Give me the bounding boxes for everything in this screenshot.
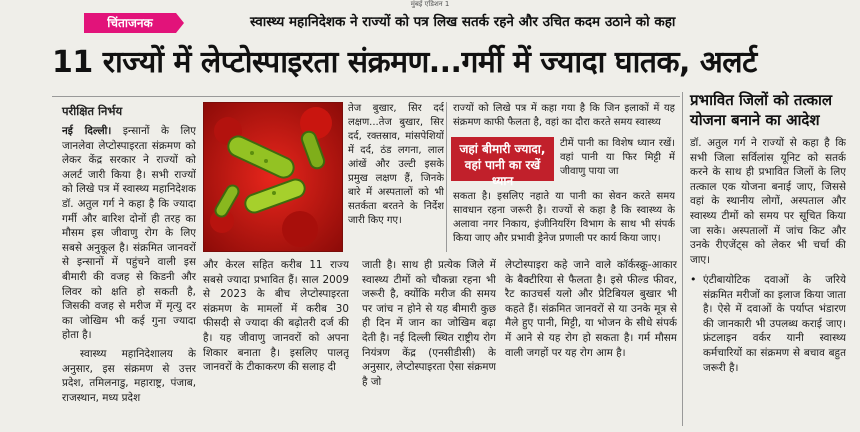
pull-quote: जहां बीमारी ज्यादा, वहां पानी का रखें ध्यान bbox=[451, 137, 554, 181]
subheadline: स्वास्थ्य महानिदेशक ने राज्यों को पत्र लिख सतर्क रहने और उचित कदम उठाने को कहा bbox=[250, 14, 676, 30]
article-text: स्वास्थ्य महानिदेशालय के अनुसार, इस संक्रमण से उत्तर प्रदेश, तमिलनाडु, महाराष्ट्र, पंजाब, राजस्थान, मध्य प्रदेश bbox=[62, 347, 196, 404]
kicker-label: चिंताजनक bbox=[84, 13, 176, 33]
divider bbox=[52, 96, 680, 97]
sidebar-heading: प्रभावित जिलों को तत्काल योजना बनाने का आदेश bbox=[690, 91, 833, 129]
article-column-3: जाती है। साथ ही प्रत्येक जिले में स्वास्थ्य टीमों को चौकन्ना रहना भी जरूरी है, क्योंकि मरीज की समय पर जांच न होने से यह बीमारी कुछ ही दिन में जान का जोखिम बढ़ा देती है। नई दिल्ली स्थित राष्ट्रीय रोग नियंत्रण केंद्र (एनसीडीसी) के अनुसार, लेप्टोस्पाइरता ऐसा संक्रमण है जो bbox=[362, 259, 496, 388]
article-text: इन्सानों के लिए जानलेवा लेप्टोस्पाइरता संक्रमण को लेकर केंद्र सरकार ने राज्यों को अलर्ट जारी किया है। सभी राज्यों को लिखे पत्र में स्वास्थ्य महानिदेशक डॉ. अतुल गर्ग ने कहा है कि ज्यादा गर्मी और बारिश दोनों ही तरह का मौसम इस जीवाणु रोग के लिए सबसे अनुकूल है। संक्रमित जानवरों से इन्सानों में पहुंचने वाली इस बीमारी की वजह से किडनी और लिवर को क्षति हो सकती है, जिसकी वजह से मरीज में मृत्यु दर का जोखिम भी कई गुना ज्यादा होता है। bbox=[62, 125, 196, 342]
headline: 11 राज्यों में लेप्टोस्पाइरता संक्रमण...गर्मी में ज्यादा घातक, अलर्ट bbox=[52, 45, 757, 80]
letter-text: राज्यों को लिखे पत्र में कहा गया है कि जिन इलाकों में यह संक्रमण काफी फैलता है, वहां का दौरा करते समय स्वास्थ्य bbox=[453, 103, 675, 128]
top-strip: मुंबई एडिशन 1 bbox=[410, 0, 450, 8]
article-column-4: लेप्टोस्पाइरा कहे जाने वाले कॉर्कस्क्रू-आकार के बैक्टीरिया से फैलता है। इसे फील्ड फीवर, रैट काउचर्स यलो और प्रेटिबियल बुखार भी कहते हैं। संक्रमित जानवरों से या उनके मूत्र से मैले हुए पानी, मिट्टी, या भोजन के सीधे संपर्क में आने से यह रोग हो सकता है। गर्म मौसम वाली जगहों पर यह रोग आम है। bbox=[505, 259, 677, 359]
bullet-icon: • bbox=[690, 273, 697, 286]
article-column-2: और केरल सहित करीब 11 राज्य सबसे ज्यादा प्रभावित हैं। साल 2009 से 2023 के बीच लेप्टोस्पाइरता संक्रमण के मामलों में करीब 30 फीसदी से ज्यादा की बढ़ोतरी दर्ज की है। यह जीवाणु जानवरों को अपना शिकार बनाता है। इसलिए पालतू जानवरों के टीकाकरण की सलाह दी bbox=[203, 259, 349, 374]
article-column-1 bbox=[62, 124, 196, 424]
letter-text-cont: सकता है। इसलिए नहाते या पानी का सेवन करते समय सावधान रहना जरूरी है। राज्यों से कहा है कि स्वास्थ्य के अलावा नगर निकाय, इंजीनियरिंग विभाग के साथ भी संपर्क किया जाए और प्रभावी ड्रेनेज प्रणाली पर कार्य किया जाए। bbox=[453, 191, 675, 244]
byline: परीक्षित निर्भय bbox=[62, 104, 123, 118]
box-divider bbox=[446, 102, 447, 252]
column-divider bbox=[682, 92, 683, 426]
letter-text-side: टीमें पानी का विशेष ध्यान रखें। वहां पानी या फिर मिट्टी में जीवाणु पाया जा bbox=[560, 138, 675, 177]
symptoms-box: तेज बुखार, सिर दर्द लक्षण...तेज बुखार, सिर दर्द, रक्तस्राव, मांसपेशियों में दर्द, ठंड लगना, लाल आंखें और उल्टी इसके प्रमुख लक्षण हैं, जिनके बारे में अस्पतालों को भी सतर्कता बरतने के निर्देश जारी किए गए। bbox=[348, 103, 444, 226]
sidebar-bullet-text: एंटीबायोटिक दवाओं के जरिये संक्रमित मरीजों का इलाज किया जाता है। ऐसे में दवाओं के पर्याप्त भंडारण की जानकारी भी उपलब्ध कराई जाए। फ्रंटलाइन वर्कर यानी स्वास्थ्य कर्मचारियों का संक्रमण से बचाव बहुत जरूरी है। bbox=[703, 274, 846, 374]
bacteria-photo bbox=[203, 102, 343, 252]
sidebar-text: डॉ. अतुल गर्ग ने राज्यों से कहा है कि सभी जिला सर्विलांस यूनिट को सतर्क करने के साथ ही प्रभावित जिलों के लिए तत्काल एक योजना बनाई जाए, जिससे वहां के स्थानीय लोगों, अस्पताल और स्वास्थ्य टीमों को समय पर सूचित किया जा सके। अस्पतालों में जांच किट और उनके रीएजेंट्स को लेकर भी चर्चा की जाए। bbox=[690, 137, 846, 266]
dateline: नई दिल्ली। bbox=[62, 125, 112, 137]
